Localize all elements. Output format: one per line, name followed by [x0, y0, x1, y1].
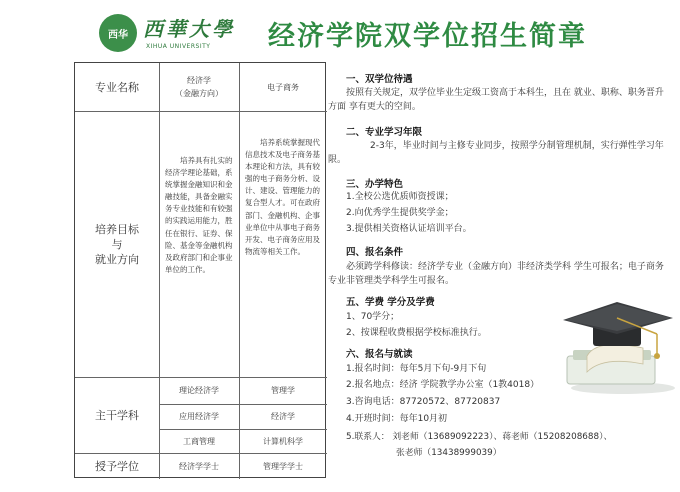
fee-item-1: 1、70学分； — [346, 312, 400, 322]
row-label-major: 专业名称 — [95, 81, 139, 94]
section-1-title: 一、双学位待遇 — [346, 74, 413, 85]
graduation-cap-books-icon — [553, 294, 679, 396]
university-name-en: XIHUA UNIVERSITY — [146, 43, 211, 50]
core-finance-2: 应用经济学 — [179, 412, 219, 421]
row-label-core: 主干学科 — [95, 409, 139, 422]
degree-finance: 经济学学士 — [179, 461, 219, 471]
section-4-title: 四、报名条件 — [346, 247, 404, 258]
fee-item-2: 2、按课程收费根据学校标准执行。 — [346, 328, 487, 338]
degree-ecommerce: 管理学学士 — [263, 461, 303, 471]
contact-line-1: 5.联系人： 刘老师（13689092223）、蒋老师（15208208688）、 — [346, 432, 613, 442]
core-ecommerce-2: 经济学 — [271, 412, 295, 421]
university-name-cn: 西華大學 — [143, 17, 235, 41]
apply-item-start: 4.开班时间：每年10月初 — [346, 414, 448, 424]
section-4-body: 必须跨学科修读：经济学专业（金融方向）非经济类学科 学生可报名；电子商务专业非管理类学科学生可报名。 — [328, 262, 664, 286]
apply-item-place: 2.报名地点：经济 学院教学办公室（1教4018） — [346, 380, 540, 390]
university-logo-icon — [99, 14, 137, 52]
section-6-title: 六、报名与就读 — [346, 349, 413, 360]
majors-table — [74, 62, 326, 478]
contact-line-2: 张老师（13438999039） — [396, 448, 502, 458]
feature-item-1: 1.全校公选优质师资授课； — [346, 192, 454, 202]
major-header-ecommerce: 电子商务 — [267, 82, 299, 92]
feature-item-3: 3.提供相关资格认证培训平台。 — [346, 224, 472, 234]
section-5-title: 五、学费 学分及学费 — [346, 297, 435, 308]
major-header-finance: 经济学 （金融方向） — [175, 76, 223, 98]
header — [0, 0, 680, 60]
training-desc-ecommerce: 培养系统掌握现代信息技术及电子商务基本理论和方法，具有较强的电子商务分析、设计、建设、管理能力的复合型人才。可在政府部门、金融机构、企事业单位中从事电子商务开发、电子商务应用及物流等相关工作。 — [245, 138, 320, 256]
section-2-body: 2-3年，毕业时间与主修专业同步，按照学分制管理机制，实行弹性学习年限。 — [328, 141, 664, 165]
core-ecommerce-1: 管理学 — [271, 386, 295, 395]
row-label-degree: 授予学位 — [95, 460, 139, 473]
core-finance-3: 工商管理 — [183, 436, 215, 446]
apply-item-time: 1.报名时间：每年5月下旬-9月下旬 — [346, 364, 487, 374]
row-label-training: 培养目标 与 就业方向 — [95, 222, 139, 266]
core-finance-1: 理论经济学 — [179, 386, 219, 395]
section-1-body: 按照有关规定，双学位毕业生定级工资高于本科生，且在 就业、职称、职务晋升方面 享有更大的空间。 — [328, 88, 664, 112]
apply-item-phone: 3.咨询电话：87720572、87720837 — [346, 397, 501, 407]
logo-badge-text: 西华 — [108, 29, 128, 41]
section-2-title: 二、专业学习年限 — [346, 127, 423, 138]
core-ecommerce-3: 计算机科学 — [263, 436, 303, 446]
section-3-title: 三、办学特色 — [346, 179, 404, 190]
feature-item-2: 2.向优秀学生提供奖学金； — [346, 208, 454, 218]
page-title: 经济学院双学位招生简章 — [268, 21, 587, 52]
training-desc-finance: 培养具有扎实的经济学理论基础，系统掌握金融知识和金融技能，具备金融实务专业技能和有较强的实践运用能力，胜任在银行、证券、保险、基金等金融机构及政府部门和企事业单位的工作。 — [165, 156, 233, 274]
